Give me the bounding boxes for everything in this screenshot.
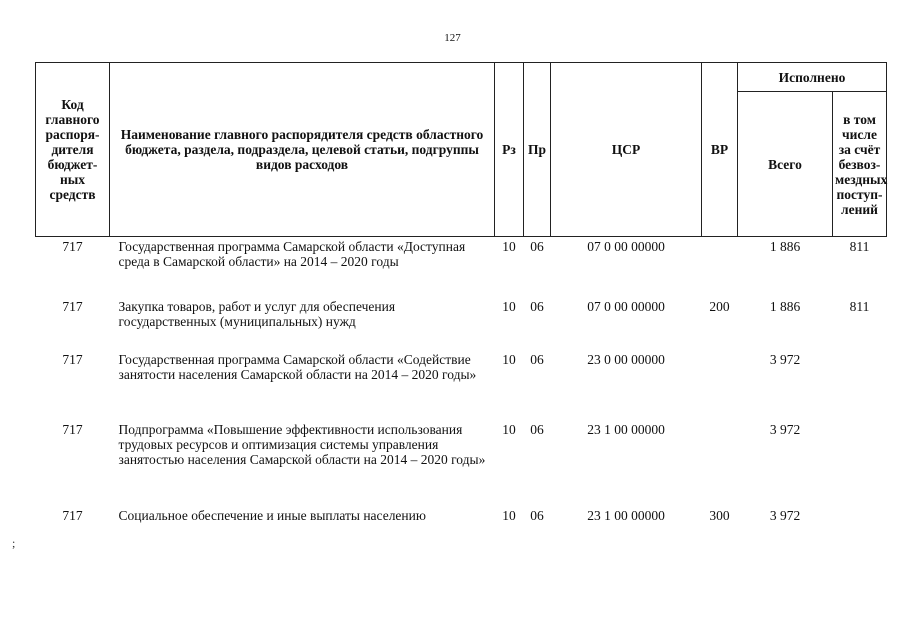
cell-free: [833, 506, 887, 530]
cell-rz: 10: [502, 508, 516, 523]
cell-free: [833, 350, 887, 420]
header-free: в том числе за счёт безвоз-мездных поступ-лений: [833, 92, 887, 237]
cell-code: 717: [62, 239, 83, 254]
page-number: 127: [444, 32, 461, 44]
cell-name: Подпрограмма «Повышение эффективности использования трудовых ресурсов и оптимизация системы управления занятостью населения Самарской области на 2014 – 2020 годы»: [118, 422, 486, 467]
header-pr: Пр: [524, 63, 551, 237]
header-name: Наименование главного распорядителя средств областного бюджета, раздела, подраздела, целевой статьи, подгруппы видов расходов: [110, 63, 495, 237]
table-row: [36, 237, 887, 298]
header-rz: Рз: [495, 63, 524, 237]
cell-name: Государственная программа Самарской области «Доступная среда в Самарской области» на 2014 – 2020 годы: [118, 239, 466, 269]
table-row: [36, 350, 887, 420]
cell-pr: 06: [530, 299, 544, 314]
cell-free: 811: [849, 299, 870, 314]
cell-name: Закупка товаров, работ и услуг для обеспечения государственных (муниципальных) нужд: [118, 299, 396, 329]
scan-speck: ;: [12, 536, 16, 550]
cell-pr: 06: [530, 508, 544, 523]
cell-total: 3 972: [769, 422, 801, 437]
cell-vr: 200: [709, 299, 730, 314]
cell-code: 717: [62, 352, 83, 367]
header-code: Код главного распоря-дителя бюджет-ных средств: [36, 63, 110, 237]
cell-total: 1 886: [769, 239, 801, 254]
cell-pr: 06: [530, 352, 544, 367]
cell-name: Социальное обеспечение и иные выплаты населению: [118, 508, 426, 523]
budget-table: [35, 62, 887, 530]
cell-pr: 06: [530, 422, 544, 437]
cell-total: 1 886: [769, 299, 801, 314]
header-total: Всего: [738, 92, 833, 237]
cell-vr: 300: [709, 508, 730, 523]
table-row: [36, 297, 887, 350]
cell-code: 717: [62, 422, 83, 437]
cell-rz: 10: [502, 239, 516, 254]
table-row: [36, 420, 887, 506]
cell-csr: 07 0 00 00000: [587, 239, 665, 254]
table-header: [36, 63, 887, 237]
cell-rz: 10: [502, 299, 516, 314]
cell-csr: 23 1 00 00000: [587, 508, 665, 523]
cell-total: 3 972: [769, 352, 801, 367]
cell-vr: [702, 350, 738, 420]
cell-pr: 06: [530, 239, 544, 254]
header-executed: Исполнено: [738, 63, 887, 92]
cell-rz: 10: [502, 352, 516, 367]
cell-csr: 23 0 00 00000: [587, 352, 665, 367]
table-body: [36, 237, 887, 531]
cell-name: Государственная программа Самарской области «Содействие занятости населения Самарской области на 2014 – 2020 годы»: [118, 352, 477, 382]
cell-rz: 10: [502, 422, 516, 437]
header-vr: ВР: [702, 63, 738, 237]
cell-csr: 07 0 00 00000: [587, 299, 665, 314]
table-row: [36, 506, 887, 530]
cell-csr: 23 1 00 00000: [587, 422, 665, 437]
cell-code: 717: [62, 299, 83, 314]
cell-vr: [702, 420, 738, 506]
cell-vr: [702, 237, 738, 298]
cell-code: 717: [62, 508, 83, 523]
cell-free: [833, 420, 887, 506]
cell-free: 811: [849, 239, 870, 254]
header-csr: ЦСР: [551, 63, 702, 237]
cell-total: 3 972: [769, 508, 801, 523]
